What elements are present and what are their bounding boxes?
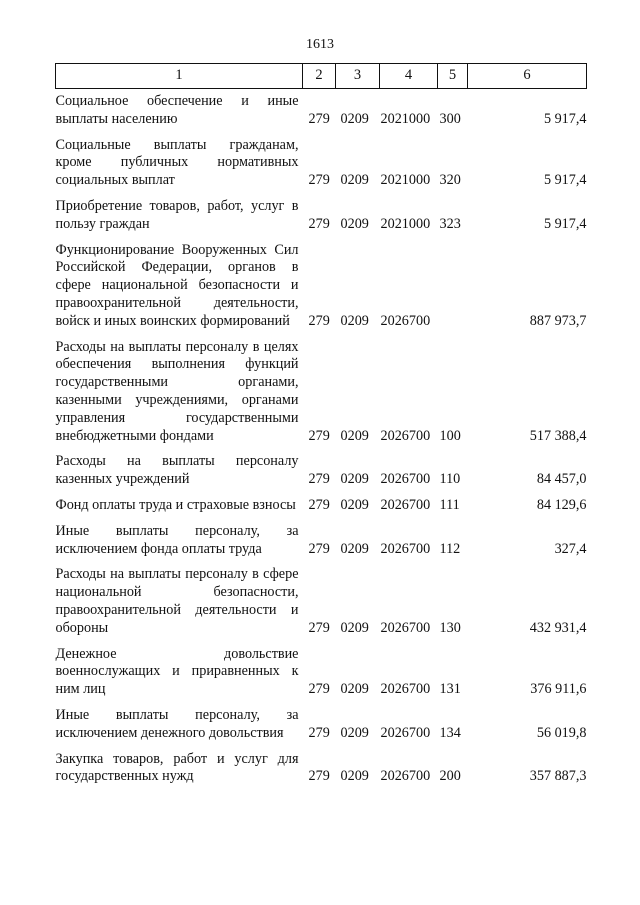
expense-type-code: 134 [439, 724, 461, 741]
page-number: 1613 [306, 37, 334, 52]
chapter-code: 279 [308, 681, 330, 698]
article-code: 2021000 [380, 110, 431, 127]
row-name: Иные выплаты персоналу, за исключением денежного довольствия [55, 706, 299, 741]
chapter-code: 279 [308, 215, 330, 232]
article-code: 2026700 [380, 496, 431, 513]
section-code: 0209 [340, 172, 369, 189]
section-code: 0209 [340, 110, 369, 127]
section-code: 0209 [340, 540, 369, 557]
expense-type-code: 131 [439, 681, 461, 698]
table-row [56, 190, 587, 234]
chapter-code: 279 [308, 619, 330, 636]
chapter-code: 279 [308, 312, 330, 329]
article-code: 2026700 [380, 724, 431, 741]
expense-type-code: 110 [439, 471, 461, 488]
row-name: Денежное довольствие военнослужащих и приравненных к ним лиц [55, 645, 299, 698]
expense-type-code: 111 [439, 496, 460, 513]
article-code: 2026700 [380, 768, 431, 785]
article-code: 2026700 [380, 540, 431, 557]
row-name: Приобретение товаров, работ, услуг в пользу граждан [55, 197, 299, 232]
amount: 5 917,4 [543, 172, 587, 189]
table-row [56, 234, 587, 331]
article-code: 2021000 [380, 215, 431, 232]
row-name: Социальное обеспечение и иные выплаты населению [55, 93, 299, 127]
chapter-code: 279 [308, 496, 330, 513]
section-code: 0209 [340, 768, 369, 785]
section-code: 0209 [340, 215, 369, 232]
expense-type-code: 112 [439, 540, 461, 557]
expense-type-code: 300 [439, 110, 461, 127]
section-code: 0209 [340, 471, 369, 488]
amount: 84 129,6 [536, 496, 587, 513]
amount: 5 917,4 [543, 215, 587, 232]
section-code: 0209 [340, 496, 369, 513]
row-name: Фонд оплаты труда и страховые взносы [55, 496, 296, 513]
section-code: 0209 [340, 427, 369, 444]
expense-type-code [438, 234, 468, 331]
section-code: 0209 [340, 681, 369, 698]
expense-type-code: 320 [439, 172, 461, 189]
section-code: 0209 [340, 724, 369, 741]
amount: 56 019,8 [536, 724, 587, 741]
section-code: 0209 [340, 619, 369, 636]
table-row [56, 638, 587, 699]
amount: 432 931,4 [529, 619, 587, 636]
row-name: Социальные выплаты гражданам, кроме публичных нормативных социальных выплат [55, 136, 299, 189]
chapter-code: 279 [308, 110, 330, 127]
table-row [56, 743, 587, 787]
table-row [56, 129, 587, 190]
article-code: 2026700 [380, 471, 431, 488]
chapter-code: 279 [308, 540, 330, 557]
header-col-3: 3 [336, 64, 380, 89]
table-row [56, 558, 587, 637]
table-row [56, 515, 587, 559]
row-name: Расходы на выплаты персоналу казенных учреждений [55, 453, 299, 488]
amount: 376 911,6 [530, 681, 587, 698]
expense-type-code: 100 [439, 427, 461, 444]
amount: 84 457,0 [536, 471, 587, 488]
table-row [56, 331, 587, 446]
chapter-code: 279 [308, 768, 330, 785]
row-name: Функционирование Вооруженных Сил Российской Федерации, органов в сфере национальной безопасности и правоохранительной деятельности, войск и иных воинских формирований [55, 241, 299, 329]
header-col-2: 2 [303, 64, 336, 89]
row-name: Иные выплаты персоналу, за исключением фонда оплаты труда [55, 522, 299, 557]
amount: 517 388,4 [529, 427, 587, 444]
article-code: 2026700 [380, 427, 431, 444]
article-code: 2026700 [380, 312, 431, 329]
expense-type-code: 200 [439, 768, 461, 785]
chapter-code: 279 [308, 724, 330, 741]
header-col-4: 4 [380, 64, 438, 89]
table-row [56, 489, 587, 515]
amount: 887 973,7 [529, 312, 587, 329]
header-col-1: 1 [56, 64, 303, 89]
amount: 5 917,4 [543, 110, 587, 127]
row-name: Расходы на выплаты персоналу в сфере национальной безопасности, правоохранительной деятельности и обороны [55, 566, 299, 636]
row-name: Закупка товаров, работ и услуг для государственных нужд [55, 750, 299, 785]
chapter-code: 279 [308, 471, 330, 488]
expense-type-code: 323 [439, 215, 461, 232]
row-name: Расходы на выплаты персоналу в целях обеспечения выполнения функций государственными органами, казенными учреждениями, органами управления государственными внебюджетными фондами [55, 338, 299, 444]
header-col-5: 5 [438, 64, 468, 89]
article-code: 2021000 [380, 172, 431, 189]
section-code: 0209 [340, 312, 369, 329]
article-code: 2026700 [380, 681, 431, 698]
article-code: 2026700 [380, 619, 431, 636]
header-col-6: 6 [468, 64, 587, 89]
chapter-code: 279 [308, 427, 330, 444]
amount: 327,4 [554, 540, 587, 557]
budget-table [55, 63, 587, 786]
expense-type-code: 130 [439, 619, 461, 636]
amount: 357 887,3 [529, 768, 587, 785]
table-row [56, 89, 587, 129]
table-row [56, 699, 587, 743]
chapter-code: 279 [308, 172, 330, 189]
header-row [56, 64, 587, 89]
table-row [56, 445, 587, 489]
